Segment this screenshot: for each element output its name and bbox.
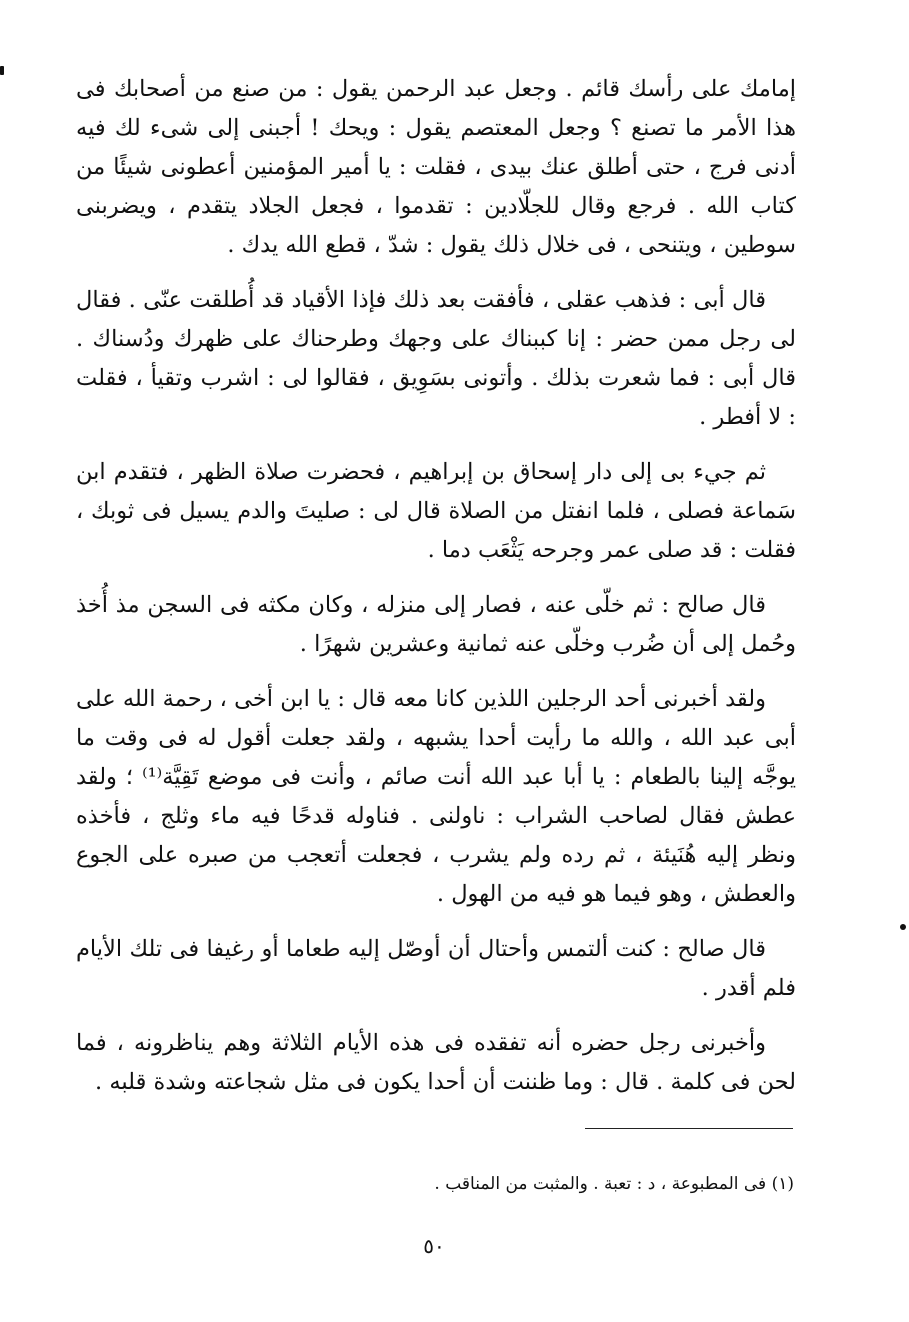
paragraph-1: إمامك على رأسك قائم . وجعل عبد الرحمن يقول : من صنع من أصحابك فى هذا الأمر ما تصنع ؟ وجعل المعتصم يقول : ويحك ! أجبنى إلى شىء لك فيه أدنى فرج ، حتى أطلق عنك بيدى ، فقلت : يا أمير المؤمنين أعطونى شيئًا من كتاب الله . فرجع وقال للجلّادين : تقدموا ، فجعل الجلاد يتقدم ، ويضربنى سوطين ، ويتنحى ، فى خلال ذلك يقول : شدّ ، قطع الله يدك .	[76, 76, 796, 258]
scan-dot-mark	[900, 924, 906, 930]
page-number: ٥٠	[423, 1234, 445, 1258]
paragraph-5: ولقد أخبرنى أحد الرجلين اللذين كانا معه قال : يا ابن أخى ، رحمة الله على أبى عبد الله ، والله ما رأيت أحدا يشبهه ، ولقد جعلت أقول له فى وقت ما يوجَّه إلينا بالطعام : يا أبا عبد الله أنت صائم ، وأنت فى موضع تَقِيَّة⁽¹⁾ ؛ ولقد عطش فقال لصاحب الشراب : ناولنى . فناوله قدحًا فيه ماء وثلج ، فأخذه ونظر إليه هُنَيئة ، ثم رده ولم يشرب ، فجعلت أتعجب من صبره على الجوع والعطش ، وهو فيما هو فيه من الهول .	[76, 686, 796, 907]
paragraph-6: قال صالح : كنت ألتمس وأحتال أن أوصّل إليه طعاما أو رغيفا فى تلك الأيام فلم أقدر .	[76, 936, 796, 1001]
paragraph-3: ثم جيء بى إلى دار إسحاق بن إبراهيم ، فحضرت صلاة الظهر ، فتقدم ابن سَماعة فصلى ، فلما انفتل من الصلاة قال لى : صليتَ والدم يسيل فى ثوبك ، فقلت : قد صلى عمر وجرحه يَثْعَب دما .	[76, 459, 796, 563]
footnote: (١) فى المطبوعة ، د : تعبة . والمثبت من المناقب .	[434, 1174, 794, 1194]
paragraph-7: وأخبرنى رجل حضره أنه تفقده فى هذه الأيام الثلاثة وهم يناظرونه ، فما لحن فى كلمة . قال : وما ظننت أن أحدا يكون فى مثل شجاعته وشدة قلبه .	[76, 1030, 796, 1095]
paragraph-4: قال صالح : ثم خلّى عنه ، فصار إلى منزله ، وكان مكثه فى السجن مذ أُخذ وحُمل إلى أن ضُرب وخلّى عنه ثمانية وعشرين شهرًا .	[76, 592, 796, 657]
scan-edge-mark	[0, 66, 4, 75]
main-text	[76, 70, 796, 1118]
paragraph-2: قال أبى : فذهب عقلى ، فأفقت بعد ذلك فإذا الأقياد قد أُطلقت عنّى . فقال لى رجل ممن حضر : إنا كببناك على وجهك وطرحناك على ظهرك ودُسناك . قال أبى : فما شعرت بذلك . وأتونى بسَوِيق ، فقالوا لى : اشرب وتقيأ ، فقلت : لا أفطر .	[76, 287, 796, 430]
footnote-divider	[585, 1128, 793, 1129]
